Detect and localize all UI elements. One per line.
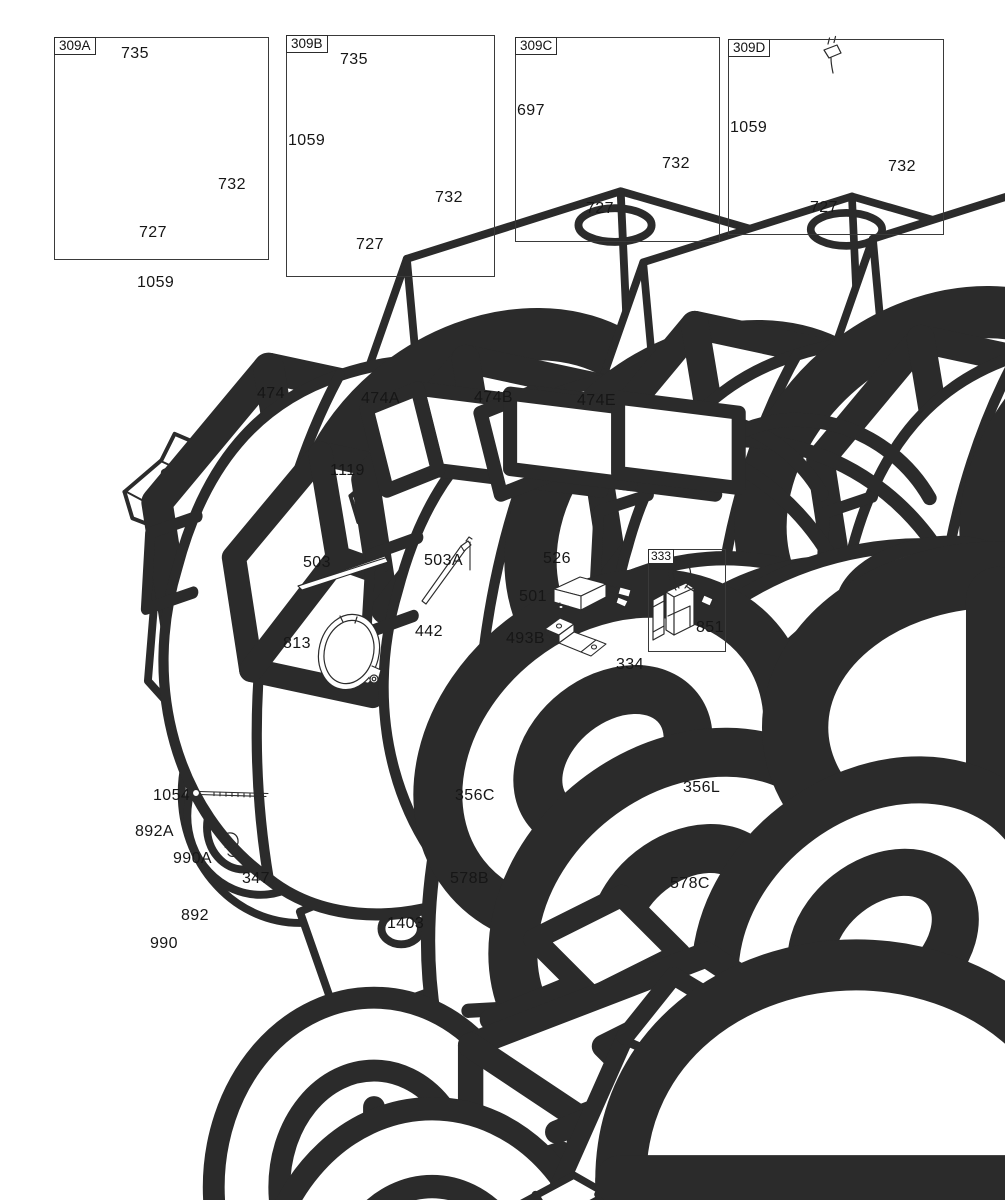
part-label-732-panel-d: 732 <box>888 158 916 175</box>
part-label-1119: 1119 <box>330 462 365 479</box>
part-label-503a: 503A <box>424 552 463 569</box>
part-label-735-panel-a: 735 <box>121 45 149 62</box>
part-label-356c: 356C <box>455 787 495 804</box>
panel-309b-frame <box>286 35 495 277</box>
part-label-732-panel-c: 732 <box>662 155 690 172</box>
part-label-474e: 474E <box>577 392 616 409</box>
part-label-334: 334 <box>616 656 644 673</box>
part-label-442: 442 <box>415 623 443 640</box>
part-label-474a: 474A <box>361 390 400 407</box>
part-label-727-panel-c: 727 <box>586 200 614 217</box>
panel-309c-frame <box>515 37 720 242</box>
part-label-892a: 892A <box>135 823 174 840</box>
part-label-578c: 578C <box>670 875 710 892</box>
part-label-727-panel-a: 727 <box>139 224 167 241</box>
part-label-732-panel-b: 732 <box>435 189 463 206</box>
part-label-732-panel-a: 732 <box>218 176 246 193</box>
part-label-990: 990 <box>150 935 178 952</box>
panel-309d-title: 309D <box>728 39 770 57</box>
part-label-474: 474 <box>257 385 285 402</box>
part-label-727-panel-d: 727 <box>810 199 838 216</box>
part-label-1059-panel-a: 1059 <box>137 274 175 291</box>
part-label-1059-panel-b: 1059 <box>288 132 326 149</box>
part-label-1054: 1054 <box>153 787 191 804</box>
part-label-501: 501 <box>519 588 547 605</box>
part-label-727-panel-b: 727 <box>356 236 384 253</box>
panel-309a-title: 309A <box>54 37 96 55</box>
part-label-503: 503 <box>303 554 331 571</box>
part-label-990a: 990A <box>173 850 212 867</box>
part-label-347: 347 <box>242 870 270 887</box>
panel-309c-title: 309C <box>515 37 557 55</box>
part-label-578b: 578B <box>450 870 489 887</box>
part-label-526: 526 <box>543 550 571 567</box>
panel-309b-title: 309B <box>286 35 328 53</box>
part-label-735-panel-b: 735 <box>340 51 368 68</box>
part-label-892: 892 <box>181 907 209 924</box>
part-label-1403: 1403 <box>387 915 425 932</box>
part-label-813: 813 <box>283 635 311 652</box>
part-label-1059-panel-d: 1059 <box>730 119 768 136</box>
part-label-697-panel-c: 697 <box>517 102 545 119</box>
panel-333-title: 333 <box>648 549 674 564</box>
part-label-493b: 493B <box>506 630 545 647</box>
part-label-474b: 474B <box>474 389 513 406</box>
part-label-851: 851 <box>696 619 724 636</box>
part-label-356l: 356L <box>683 779 721 796</box>
